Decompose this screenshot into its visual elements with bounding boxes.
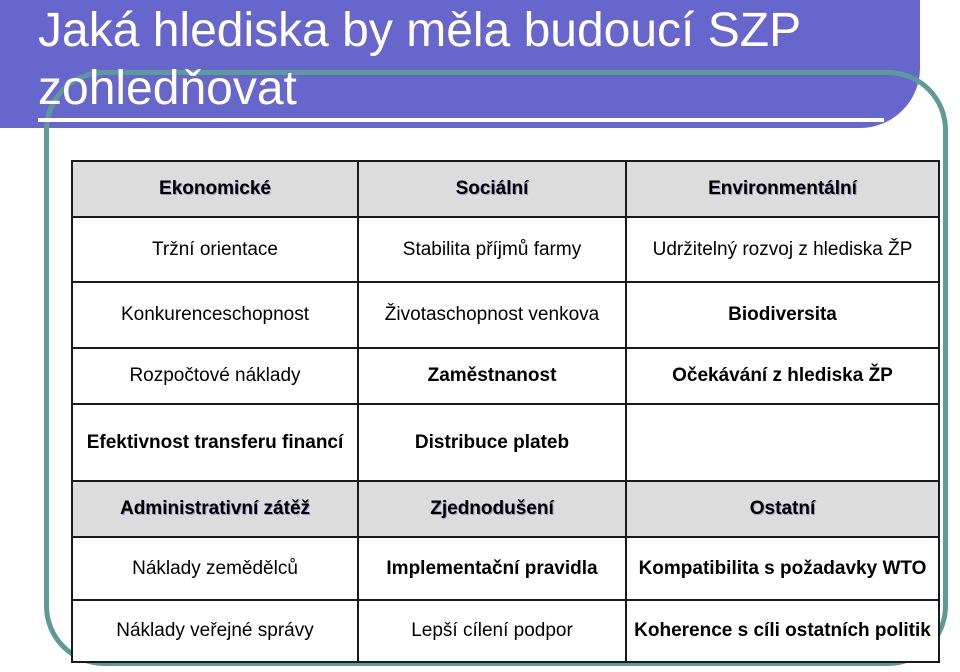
table-cell: Implementační pravidla	[358, 537, 626, 600]
table-cell: Rozpočtové náklady	[72, 348, 358, 404]
header-administrative-burden: Administrativní zátěž	[72, 481, 358, 537]
table-row	[72, 600, 939, 662]
table-cell: Lepší cílení podpor	[358, 600, 626, 662]
table-cell: Udržitelný rozvoj z hlediska ŽP	[626, 217, 939, 282]
table-header-row	[72, 481, 939, 537]
table-row	[72, 282, 939, 348]
table-cell: Náklady zemědělců	[72, 537, 358, 600]
table-cell-empty	[626, 404, 939, 481]
header-simplification: Zjednodušení	[358, 481, 626, 537]
table-cell: Distribuce plateb	[358, 404, 626, 481]
header-social: Sociální	[358, 161, 626, 217]
table-cell: Tržní orientace	[72, 217, 358, 282]
table-cell: Životaschopnost venkova	[358, 282, 626, 348]
table-row	[72, 217, 939, 282]
table-header-row	[72, 161, 939, 217]
table-cell: Očekávání z hlediska ŽP	[626, 348, 939, 404]
table-cell: Koherence s cíli ostatních politik	[626, 600, 939, 662]
table-cell: Konkurenceschopnost	[72, 282, 358, 348]
table-cell: Efektivnost transferu financí	[72, 404, 358, 481]
table-cell: Biodiversita	[626, 282, 939, 348]
slide-title: Jaká hlediska by měla budoucí SZP zohledňovat	[38, 4, 801, 115]
table-cell: Stabilita příjmů farmy	[358, 217, 626, 282]
table-cell: Zaměstnanost	[358, 348, 626, 404]
table-row	[72, 537, 939, 600]
table-row	[72, 348, 939, 404]
table-cell: Náklady veřejné správy	[72, 600, 358, 662]
table-row	[72, 404, 939, 481]
criteria-table	[71, 160, 940, 663]
header-environmental: Environmentální	[626, 161, 939, 217]
header-economic: Ekonomické	[72, 161, 358, 217]
title-underline	[38, 118, 884, 122]
header-other: Ostatní	[626, 481, 939, 537]
table-cell: Kompatibilita s požadavky WTO	[626, 537, 939, 600]
